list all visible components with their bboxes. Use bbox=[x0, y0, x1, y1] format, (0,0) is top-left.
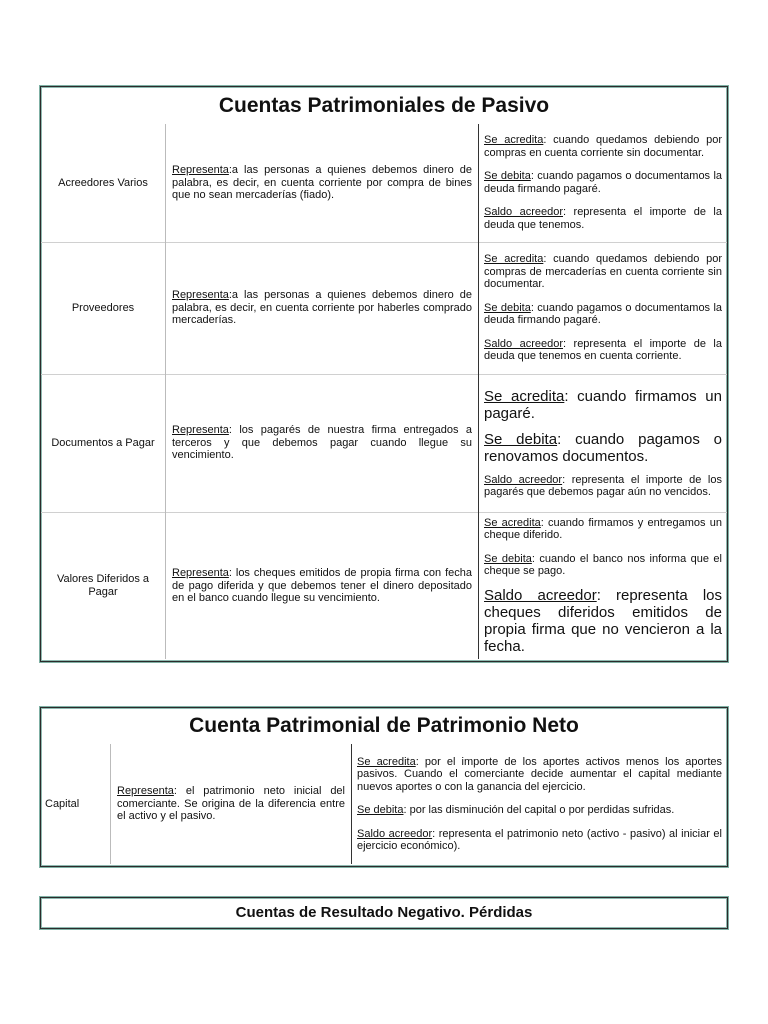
account-name: Valores Diferidos a Pagar bbox=[41, 512, 166, 659]
debit-rule: Se debita: cuando el banco nos informa que el cheque se pago. bbox=[484, 552, 722, 578]
table-row bbox=[41, 512, 727, 659]
account-represents: Representa: los pagarés de nuestra firma entregados a terceros y que debemos pagar cuando llegue su vencimiento. bbox=[166, 374, 479, 512]
credit-rule: Se acredita: cuando quedamos debiendo por compras de mercaderías en cuenta corriente sin documentar. bbox=[484, 253, 722, 291]
account-represents: Representa:a las personas a quienes debemos dinero de palabra, es decir, en cuenta corriente por haberles comprado mercaderías. bbox=[166, 242, 479, 374]
debit-rule: Se debita: cuando pagamos o renovamos documentos. bbox=[484, 430, 722, 465]
patrimonio-section bbox=[40, 707, 728, 867]
balance-rule: Saldo acreedor: representa el importe de la deuda que tenemos en cuenta corriente. bbox=[484, 337, 722, 363]
patrimonio-title: Cuenta Patrimonial de Patrimonio Neto bbox=[189, 714, 579, 737]
credit-rule: Se acredita: por el importe de los aportes activos menos los aportes pasivos. Cuando el comerciante decide aumentar el capital mediante nuevos aportes o con la ganancia del ejercicio. bbox=[357, 755, 722, 793]
balance-rule: Saldo acreedor: representa los cheques diferidos emitidos de propia firma que no vencieron a la fecha. bbox=[484, 586, 723, 655]
pasivo-title: Cuentas Patrimoniales de Pasivo bbox=[218, 94, 550, 117]
account-operations bbox=[479, 124, 728, 242]
resultado-title: Cuentas de Resultado Negativo. Pérdidas bbox=[235, 904, 533, 921]
balance-rule: Saldo acreedor: representa el importe de los pagarés que debemos pagar aún no vencidos. bbox=[484, 473, 722, 498]
account-name: Capital bbox=[41, 744, 111, 864]
account-name: Acreedores Varios bbox=[41, 124, 166, 242]
balance-rule: Saldo acreedor: representa el importe de la deuda que tenemos. bbox=[484, 206, 722, 231]
patrimonio-table bbox=[41, 744, 727, 864]
debit-rule: Se debita: cuando pagamos o documentamos la deuda firmando pagaré. bbox=[484, 170, 723, 195]
resultado-section bbox=[40, 897, 728, 929]
account-operations bbox=[479, 374, 728, 512]
table-row bbox=[41, 242, 727, 374]
account-represents: Representa: los cheques emitidos de propia firma con fecha de pago diferida y que debemos tener el dinero depositado en el banco cuando llegue su vencimiento. bbox=[166, 512, 479, 659]
debit-rule: Se debita: por las disminución del capital o por perdidas sufridas. bbox=[357, 804, 675, 816]
account-operations bbox=[479, 512, 728, 659]
debit-rule: Se debita: cuando pagamos o documentamos la deuda firmando pagaré. bbox=[484, 301, 723, 327]
credit-rule: Se acredita: cuando firmamos un pagaré. bbox=[484, 387, 722, 422]
account-operations bbox=[479, 242, 728, 374]
account-name: Documentos a Pagar bbox=[41, 374, 166, 512]
account-represents: Representa: el patrimonio neto inicial del comerciante. Se origina de la diferencia entre el activo y el pasivo. bbox=[111, 744, 352, 864]
credit-rule: Se acredita: cuando quedamos debiendo por compras en cuenta corriente sin documentar. bbox=[484, 134, 722, 159]
pasivo-table bbox=[41, 124, 727, 659]
account-represents: Representa:a las personas a quienes debemos dinero de palabra, es decir, en cuenta corriente por compra de bines que no sean mercaderías (fiado). bbox=[166, 124, 479, 242]
account-operations bbox=[352, 744, 728, 864]
balance-rule: Saldo acreedor: representa el patrimonio neto (activo - pasivo) al iniciar el ejercicio económico). bbox=[357, 827, 722, 852]
account-name: Proveedores bbox=[41, 242, 166, 374]
pasivo-section bbox=[40, 86, 728, 662]
table-row bbox=[41, 124, 727, 242]
table-row bbox=[41, 744, 727, 864]
credit-rule: Se acredita: cuando firmamos y entregamos un cheque diferido. bbox=[484, 516, 722, 542]
table-row bbox=[41, 374, 727, 512]
